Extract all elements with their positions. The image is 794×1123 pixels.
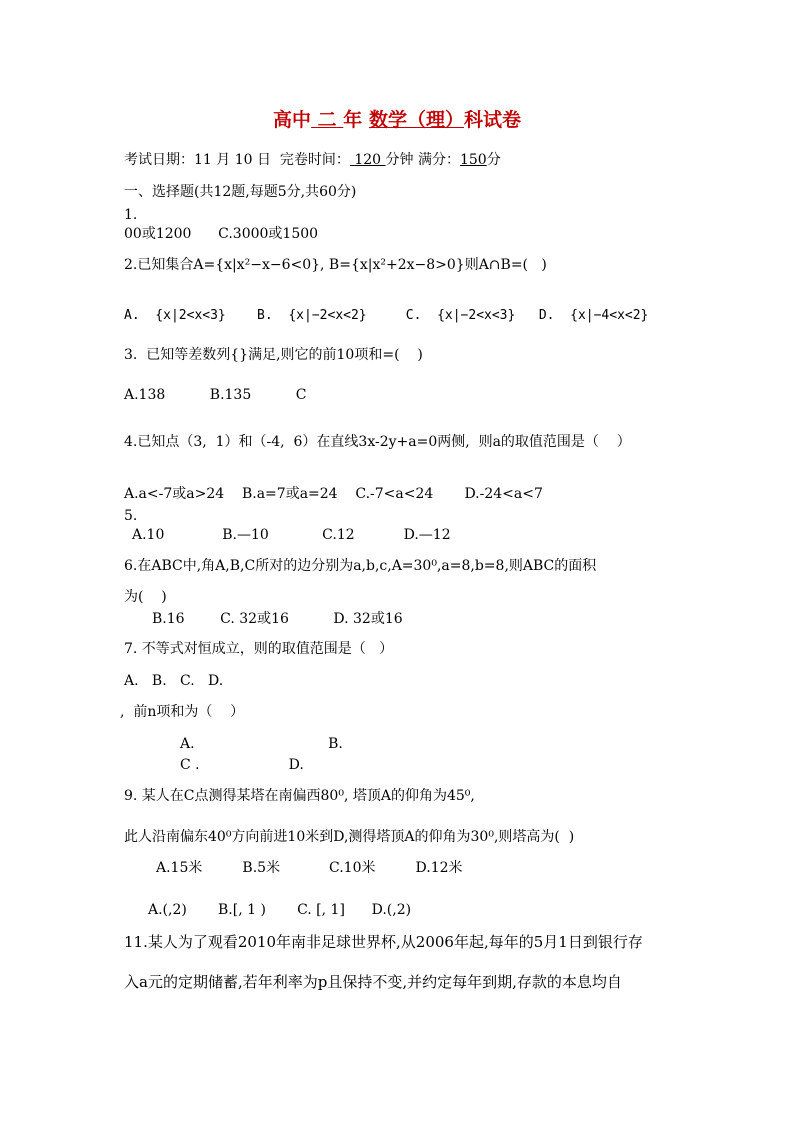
q4-stem: 4.已知点（3, 1）和（-4, 6）在直线3x-2y+a=0两侧, 则a的取值范围是（ ） [124,434,631,450]
title-year: 年 [343,109,363,131]
q3-stem: 3. 已知等差数列{}满足,则它的前10项和=( ) [124,347,423,363]
score-value: 150 [459,152,487,168]
q11-stem-line1: 11.某人为了观看2010年南非足球世界杯,从2006年起,每年的5月1日到银行存 [124,933,643,951]
q6-stem: 6.在ABC中,角A,B,C所对的边分别为a,b,c,A=30⁰,a=8,b=8,则ABC的面积 [124,558,597,574]
exam-info [124,151,501,169]
q6-stem-cont: 为( ) [124,589,167,605]
q3-options: A.138 B.135 C [124,387,307,403]
q11-stem-line2: 入a元的定期储蓄,若年利率为p且保持不变,并约定每年到期,存款的本息均自 [124,973,622,991]
q5-options: A.10 B.—10 C.12 D.—12 [132,527,451,543]
exam-date-label: 考试日期： [124,152,194,168]
duration-unit: 分钟 [385,152,414,168]
q5-number: 5. [124,508,138,524]
q8-stem: , 前n项和为（ ） [120,704,245,720]
q1-options: 00或1200 C.3000或1500 [124,226,319,242]
duration-value: 120 [354,152,382,168]
q10-options: A.(,2) B.[, 1 ) C. [, 1] D.(,2) [148,902,412,918]
q7-options: A. B. C. D. [124,673,224,689]
q8-options-row1: A. B. [180,736,343,752]
title-subject: 数学（理） [368,109,464,131]
title-suffix: 科试卷 [463,109,521,131]
q2-stem: 2.已知集合A={x|x²−x−6<0}, B={x|x²+2x−8>0}则A∩B=( ) [124,257,547,273]
q6-options: B.16 C. 32或16 D. 32或16 [152,611,403,627]
q9-stem-cont: 此人沿南偏东40⁰方向前进10米到D,测得塔顶A的仰角为30⁰,则塔高为( ) [124,829,575,845]
q4-options: A.a<-7或a>24 B.a=7或a=24 C.-7<a<24 D.-24<a<7 [124,486,543,502]
title-grade: 二 [317,109,337,131]
q9-options: A.15米 B.5米 C.10米 D.12米 [156,860,463,876]
score-label: 满分： [417,152,460,168]
exam-date-value: 11 月 10 日 [194,152,271,168]
q9-stem: 9. 某人在C点测得某塔在南偏西80⁰, 塔顶A的仰角为45⁰, [124,788,475,804]
section-heading: 一、选择题(共12题,每题5分,共60分) [124,184,357,200]
q2-options: A. {x|2<x<3} B. {x|−2<x<2} C. {x|−2<x<3} D. {x|−4<x<2} [124,308,649,323]
q8-options-row2: C . D. [180,757,304,773]
page-title [0,108,794,132]
q1-number: 1. [124,207,138,223]
title-prefix: 高中 [273,109,312,131]
duration-label: 完卷时间： [279,152,350,168]
score-unit: 分 [486,152,501,168]
q7-stem: 7. 不等式对恒成立，则的取值范围是（ ） [124,641,394,657]
